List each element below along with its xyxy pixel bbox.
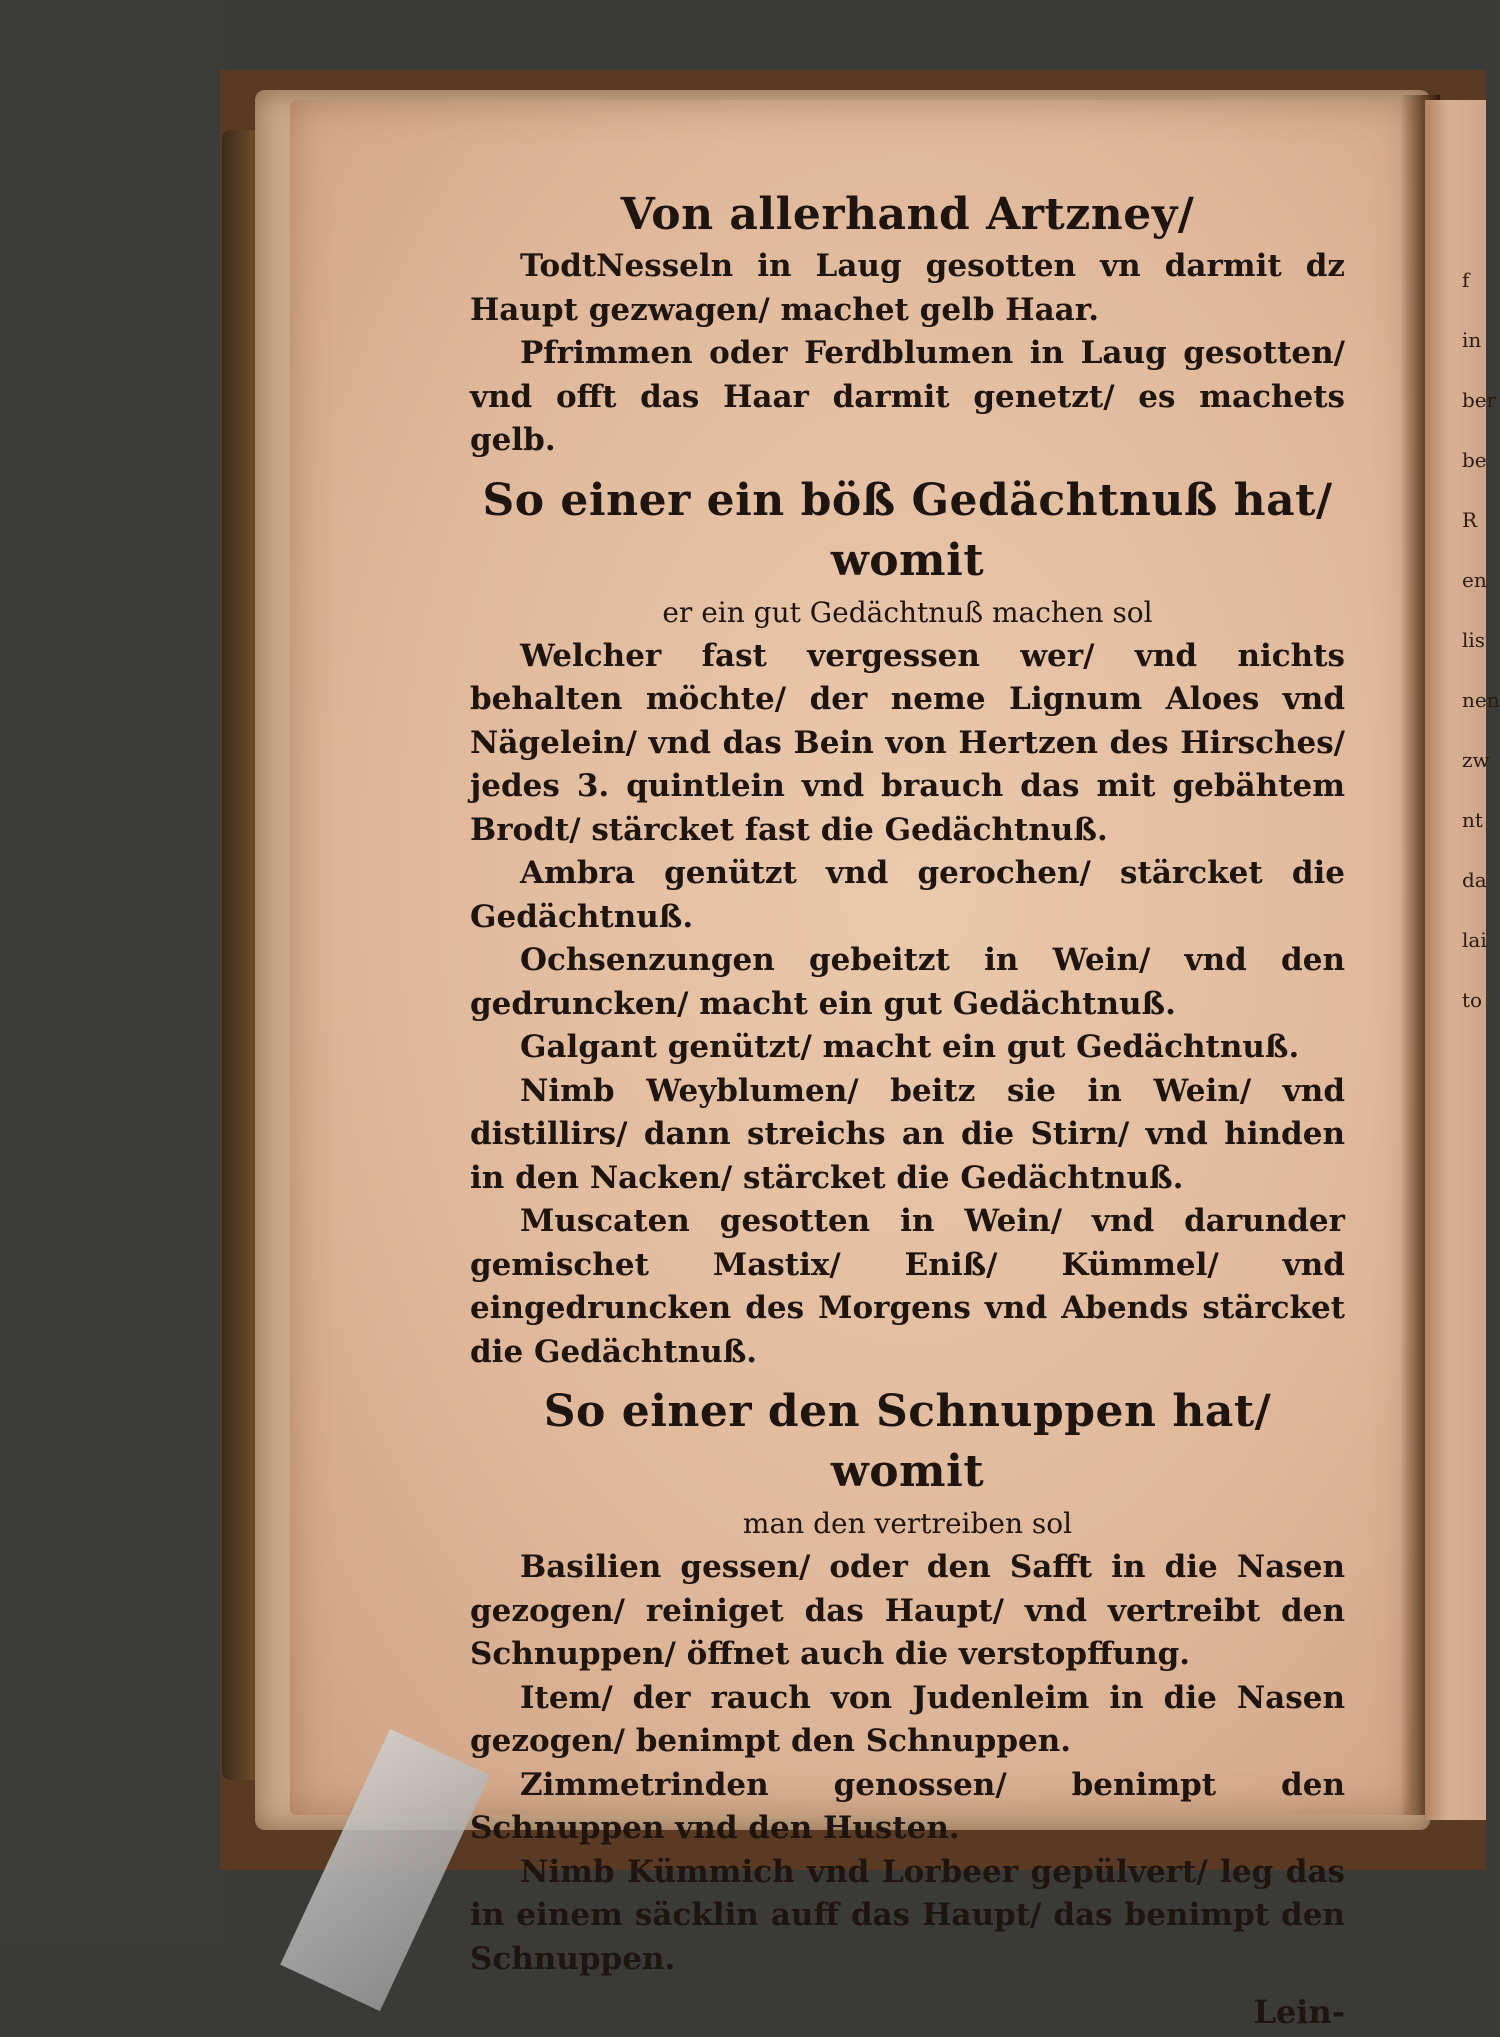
paragraph: Basilien gessen/ oder den Safft in die Nasen gezogen/ reiniget das Haupt/ vnd vertreibt den Schnuppen/ öffnet auch die verstopffung. bbox=[470, 1549, 1345, 1672]
facing-page-fragment: f bbox=[1462, 268, 1470, 292]
section-subheading-2: er ein gut Gedächtnuß machen sol bbox=[662, 595, 1153, 629]
facing-page-fragment: lis bbox=[1462, 628, 1486, 652]
facing-page-fragment: en bbox=[1462, 568, 1487, 592]
facing-page-fragment: nt bbox=[1462, 808, 1483, 832]
page-text bbox=[470, 185, 1345, 2037]
section-3-body bbox=[470, 1546, 1345, 1981]
facing-page-fragment: da bbox=[1462, 868, 1487, 892]
facing-page-fragment: zw bbox=[1462, 748, 1490, 772]
paragraph: TodtNesseln in Laug gesotten vn darmit dz Haupt gezwagen/ machet gelb Haar. bbox=[470, 248, 1345, 328]
paragraph: Ambra genützt vnd gerochen/ stärcket die Gedächtnuß. bbox=[470, 855, 1345, 935]
paragraph: Zimmetrinden genossen/ benimpt den Schnuppen vnd den Husten. bbox=[470, 1766, 1345, 1846]
section-heading-1: Von allerhand Artzney/ bbox=[620, 189, 1195, 240]
facing-page-fragment: in bbox=[1462, 328, 1482, 352]
paragraph: Nimb Kümmich vnd Lorbeer gepülvert/ leg das in einem säcklin auff das Haupt/ das benimpt den Schnuppen. bbox=[470, 1853, 1345, 1977]
paragraph: Item/ der rauch von Judenleim in die Nasen gezogen/ benimpt den Schnuppen. bbox=[470, 1679, 1345, 1759]
facing-page-text bbox=[1462, 250, 1500, 1030]
paragraph: Galgant genützt/ macht ein gut Gedächtnuß. bbox=[520, 1029, 1300, 1065]
paragraph: Nimb Weyblumen/ beitz sie in Wein/ vnd distillirs/ dann streichs an die Stirn/ vnd hinden in den Nacken/ stärcket die Gedächtnuß. bbox=[470, 1072, 1345, 1196]
section-heading-2: So einer ein böß Gedächtnuß hat/ womit bbox=[482, 474, 1333, 586]
facing-page-fragment: lai bbox=[1462, 928, 1487, 952]
paragraph: Pfrimmen oder Ferdblumen in Laug gesotten/ vnd offt das Haar darmit genetzt/ es machets gelb. bbox=[470, 335, 1345, 458]
background bbox=[0, 0, 230, 1945]
facing-page-fragment: to bbox=[1462, 988, 1483, 1012]
paragraph: Muscaten gesotten in Wein/ vnd darunder gemischet Mastix/ Eniß/ Kümmel/ vnd eingedruncken des Morgens vnd Abends stärcket die Gedächtnuß. bbox=[470, 1203, 1345, 1370]
section-subheading-3: man den vertreiben sol bbox=[742, 1507, 1073, 1540]
section-1-body bbox=[470, 245, 1345, 463]
catchword: Lein- bbox=[1253, 1993, 1345, 2031]
paragraph: Ochsenzungen gebeitzt in Wein/ vnd den gedruncken/ macht ein gut Gedächtnuß. bbox=[470, 942, 1345, 1022]
section-heading-3: So einer den Schnuppen hat/ womit bbox=[543, 1386, 1272, 1497]
facing-page-fragment: ber bbox=[1462, 388, 1497, 412]
facing-page-fragment: R bbox=[1462, 508, 1478, 532]
paragraph: Welcher fast vergessen wer/ vnd nichts behalten möchte/ der neme Lignum Aloes vnd Nägelein/ vnd das Bein von Hertzen des Hirsches/ jedes 3. quintlein vnd brauch das mit gebähtem Brodt/ stärcket fast die Gedächtnuß. bbox=[470, 637, 1345, 848]
section-2-body bbox=[470, 635, 1345, 1375]
facing-page-fragment: be bbox=[1462, 448, 1487, 472]
facing-page-fragment: nen bbox=[1462, 688, 1500, 712]
